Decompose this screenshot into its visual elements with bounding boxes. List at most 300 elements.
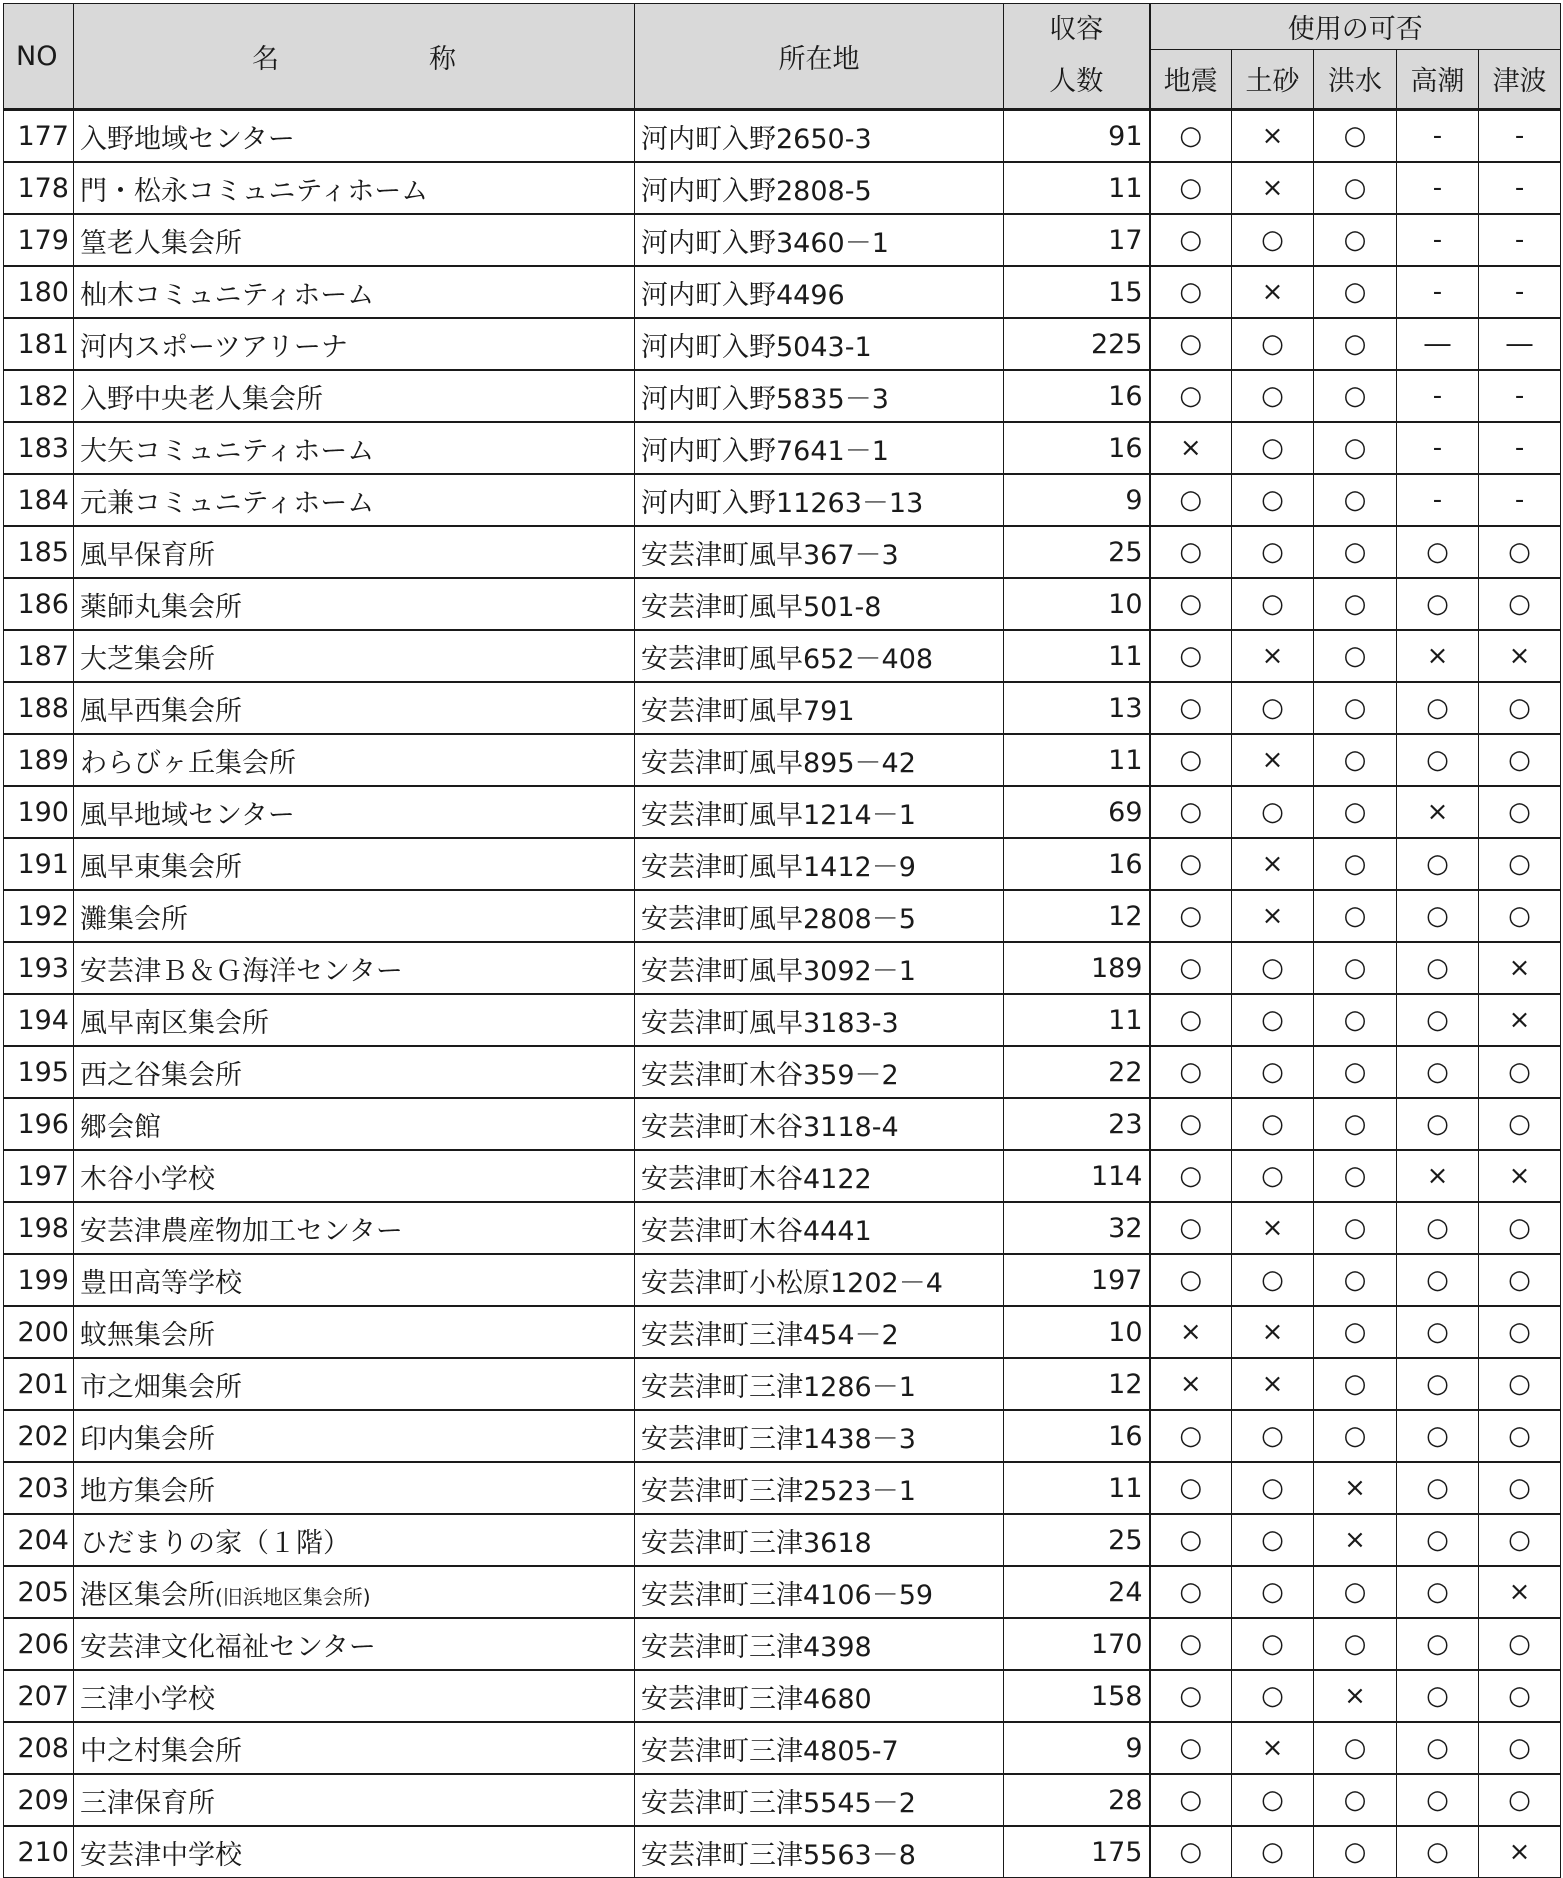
usage-storm-surge: ○: [1397, 1618, 1479, 1670]
facility-address: 安芸津町三津4398: [635, 1618, 1004, 1670]
usage-flood: ○: [1314, 1566, 1397, 1618]
usage-tsunami: ×: [1479, 942, 1561, 994]
facility-capacity: 16: [1004, 1410, 1150, 1462]
facility-capacity: 16: [1004, 370, 1150, 422]
row-number: 179: [4, 214, 74, 266]
usage-flood: ○: [1314, 1826, 1397, 1878]
facility-capacity: 197: [1004, 1254, 1150, 1306]
usage-storm-surge: ○: [1397, 942, 1479, 994]
table-row: [4, 630, 1561, 682]
row-number: 182: [4, 370, 74, 422]
facility-capacity: 23: [1004, 1098, 1150, 1150]
usage-flood: ○: [1314, 1150, 1397, 1202]
table-row: [4, 1566, 1561, 1618]
usage-flood: ○: [1314, 214, 1397, 266]
usage-tsunami: ×: [1479, 1566, 1561, 1618]
row-number: 188: [4, 682, 74, 734]
usage-storm-surge: ○: [1397, 1514, 1479, 1566]
usage-storm-surge: -: [1397, 422, 1479, 474]
usage-earthquake: ○: [1150, 994, 1232, 1046]
table-body: [4, 110, 1561, 1878]
usage-flood: ○: [1314, 1618, 1397, 1670]
facility-name-text: 安芸津文化福祉センター: [80, 1631, 376, 1663]
row-number: 207: [4, 1670, 74, 1722]
facility-name-text: 安芸津中学校: [80, 1839, 242, 1871]
usage-landslide: ○: [1232, 1046, 1314, 1098]
row-number: 209: [4, 1774, 74, 1826]
facility-capacity: 11: [1004, 994, 1150, 1046]
usage-storm-surge: ×: [1397, 786, 1479, 838]
facility-address: 安芸津町三津2523－1: [635, 1462, 1004, 1514]
usage-storm-surge: ×: [1397, 630, 1479, 682]
facility-name: [74, 734, 635, 786]
facility-name-text: 薬師丸集会所: [80, 591, 242, 623]
facility-name: [74, 1670, 635, 1722]
usage-landslide: ×: [1232, 1202, 1314, 1254]
usage-earthquake: ○: [1150, 1514, 1232, 1566]
usage-flood: ○: [1314, 1722, 1397, 1774]
usage-tsunami: -: [1479, 110, 1561, 163]
table-row: [4, 682, 1561, 734]
header-flood: 洪水: [1314, 49, 1397, 109]
usage-flood: ○: [1314, 1254, 1397, 1306]
facility-name: [74, 474, 635, 526]
usage-tsunami: ×: [1479, 1150, 1561, 1202]
usage-flood: ×: [1314, 1670, 1397, 1722]
usage-tsunami: ○: [1479, 1618, 1561, 1670]
usage-tsunami: ○: [1479, 1514, 1561, 1566]
usage-earthquake: ○: [1150, 474, 1232, 526]
facility-address: 安芸津町三津1438－3: [635, 1410, 1004, 1462]
facility-name-text: 風早東集会所: [80, 851, 242, 883]
usage-earthquake: ○: [1150, 1670, 1232, 1722]
usage-storm-surge: ○: [1397, 1306, 1479, 1358]
facility-capacity: 170: [1004, 1618, 1150, 1670]
usage-flood: ○: [1314, 526, 1397, 578]
header-capacity-line2: 人数: [1049, 66, 1104, 97]
facility-name: [74, 1410, 635, 1462]
facility-address: 安芸津町風早3183-3: [635, 994, 1004, 1046]
table-row: [4, 1826, 1561, 1878]
facility-capacity: 24: [1004, 1566, 1150, 1618]
usage-storm-surge: ○: [1397, 1098, 1479, 1150]
facility-name: [74, 890, 635, 942]
usage-flood: ○: [1314, 1046, 1397, 1098]
row-number: 195: [4, 1046, 74, 1098]
facility-name: [74, 1722, 635, 1774]
usage-flood: ○: [1314, 630, 1397, 682]
usage-tsunami: ×: [1479, 630, 1561, 682]
facility-name: [74, 786, 635, 838]
row-number: 198: [4, 1202, 74, 1254]
usage-storm-surge: ○: [1397, 526, 1479, 578]
row-number: 193: [4, 942, 74, 994]
facility-capacity: 28: [1004, 1774, 1150, 1826]
usage-tsunami: ○: [1479, 1410, 1561, 1462]
facility-name-text: 印内集会所: [80, 1423, 215, 1455]
facility-name: [74, 422, 635, 474]
usage-landslide: ○: [1232, 422, 1314, 474]
usage-tsunami: ○: [1479, 526, 1561, 578]
usage-earthquake: ○: [1150, 630, 1232, 682]
table-row: [4, 1722, 1561, 1774]
usage-storm-surge: -: [1397, 214, 1479, 266]
usage-tsunami: ○: [1479, 1306, 1561, 1358]
usage-tsunami: -: [1479, 474, 1561, 526]
usage-landslide: ×: [1232, 838, 1314, 890]
usage-flood: ○: [1314, 318, 1397, 370]
facility-capacity: 158: [1004, 1670, 1150, 1722]
facility-name-text: 地方集会所: [80, 1475, 215, 1507]
facility-name: [74, 162, 635, 214]
table-row: [4, 1150, 1561, 1202]
facility-address: 安芸津町三津5563－8: [635, 1826, 1004, 1878]
usage-earthquake: ○: [1150, 1098, 1232, 1150]
facility-capacity: 11: [1004, 630, 1150, 682]
row-number: 205: [4, 1566, 74, 1618]
usage-landslide: ○: [1232, 214, 1314, 266]
facility-capacity: 69: [1004, 786, 1150, 838]
facility-capacity: 11: [1004, 162, 1150, 214]
facility-name-text: 風早地域センター: [80, 799, 295, 831]
table-row: [4, 734, 1561, 786]
facility-name-text: 蚊無集会所: [80, 1319, 215, 1351]
usage-landslide: ×: [1232, 1722, 1314, 1774]
usage-landslide: ○: [1232, 994, 1314, 1046]
usage-landslide: ○: [1232, 786, 1314, 838]
table-row: [4, 214, 1561, 266]
facility-name: [74, 1098, 635, 1150]
facility-address: 安芸津町風早1214－1: [635, 786, 1004, 838]
facility-name-text: 元兼コミュニティホーム: [80, 487, 375, 519]
usage-storm-surge: ○: [1397, 1254, 1479, 1306]
usage-storm-surge: ○: [1397, 1462, 1479, 1514]
usage-storm-surge: ○: [1397, 1046, 1479, 1098]
usage-tsunami: ○: [1479, 838, 1561, 890]
usage-earthquake: ×: [1150, 422, 1232, 474]
facility-capacity: 32: [1004, 1202, 1150, 1254]
row-number: 202: [4, 1410, 74, 1462]
usage-earthquake: ○: [1150, 1462, 1232, 1514]
facility-address: 安芸津町風早501-8: [635, 578, 1004, 630]
facility-capacity: 11: [1004, 734, 1150, 786]
usage-landslide: ×: [1232, 1306, 1314, 1358]
usage-storm-surge: ○: [1397, 1774, 1479, 1826]
facility-address: 河内町入野11263－13: [635, 474, 1004, 526]
table-row: [4, 838, 1561, 890]
usage-earthquake: ○: [1150, 370, 1232, 422]
header-capacity: [1004, 4, 1150, 110]
row-number: 190: [4, 786, 74, 838]
facility-capacity: 10: [1004, 1306, 1150, 1358]
usage-earthquake: ○: [1150, 1566, 1232, 1618]
usage-landslide: ○: [1232, 1098, 1314, 1150]
facility-address: 安芸津町木谷4122: [635, 1150, 1004, 1202]
facility-name-text: 木谷小学校: [80, 1163, 215, 1195]
usage-flood: ○: [1314, 734, 1397, 786]
facility-name: [74, 682, 635, 734]
row-number: 204: [4, 1514, 74, 1566]
facility-address: 安芸津町小松原1202－4: [635, 1254, 1004, 1306]
usage-landslide: ×: [1232, 110, 1314, 163]
facility-address: 河内町入野4496: [635, 266, 1004, 318]
usage-tsunami: ○: [1479, 1462, 1561, 1514]
facility-capacity: 11: [1004, 1462, 1150, 1514]
usage-storm-surge: ○: [1397, 994, 1479, 1046]
facility-name-text: 中之村集会所: [80, 1735, 242, 1767]
row-number: 191: [4, 838, 74, 890]
facility-name: [74, 838, 635, 890]
usage-flood: ○: [1314, 838, 1397, 890]
table-row: [4, 942, 1561, 994]
facility-name: [74, 318, 635, 370]
row-number: 177: [4, 110, 74, 163]
table-row: [4, 1098, 1561, 1150]
table-header: [4, 4, 1561, 110]
usage-landslide: ×: [1232, 890, 1314, 942]
usage-landslide: ○: [1232, 1462, 1314, 1514]
row-number: 201: [4, 1358, 74, 1410]
facility-address: 安芸津町風早652－408: [635, 630, 1004, 682]
usage-flood: ○: [1314, 110, 1397, 163]
usage-storm-surge: ○: [1397, 682, 1479, 734]
usage-landslide: ×: [1232, 1358, 1314, 1410]
facility-name: [74, 1826, 635, 1878]
usage-storm-surge: ―: [1397, 318, 1479, 370]
facility-capacity: 114: [1004, 1150, 1150, 1202]
facility-capacity: 225: [1004, 318, 1150, 370]
facility-capacity: 12: [1004, 890, 1150, 942]
facility-name-text: 豊田高等学校: [80, 1267, 242, 1299]
table-row: [4, 578, 1561, 630]
usage-storm-surge: ○: [1397, 578, 1479, 630]
usage-earthquake: ○: [1150, 1254, 1232, 1306]
usage-tsunami: ○: [1479, 734, 1561, 786]
usage-landslide: ○: [1232, 1670, 1314, 1722]
facility-name: [74, 1514, 635, 1566]
usage-earthquake: ○: [1150, 1774, 1232, 1826]
usage-landslide: ○: [1232, 370, 1314, 422]
usage-storm-surge: ○: [1397, 734, 1479, 786]
usage-tsunami: ―: [1479, 318, 1561, 370]
facility-name-text: 灘集会所: [80, 903, 188, 935]
usage-flood: ×: [1314, 1514, 1397, 1566]
usage-flood: ○: [1314, 266, 1397, 318]
facility-address: 河内町入野3460－1: [635, 214, 1004, 266]
facility-name-text: 安芸津Ｂ＆Ｇ海洋センター: [80, 955, 403, 987]
facility-address: 安芸津町木谷4441: [635, 1202, 1004, 1254]
header-earthquake: 地震: [1150, 49, 1232, 109]
usage-earthquake: ○: [1150, 110, 1232, 163]
facility-name-text: 大矢コミュニティホーム: [80, 435, 375, 467]
facility-capacity: 9: [1004, 1722, 1150, 1774]
facility-name-text: 三津小学校: [80, 1683, 215, 1715]
facility-address: 安芸津町三津4805-7: [635, 1722, 1004, 1774]
facility-name-text: 風早南区集会所: [80, 1007, 269, 1039]
usage-flood: ○: [1314, 786, 1397, 838]
row-number: 208: [4, 1722, 74, 1774]
table-row: [4, 162, 1561, 214]
table-row: [4, 110, 1561, 163]
header-usage: 使用の可否: [1150, 4, 1561, 50]
row-number: 185: [4, 526, 74, 578]
facility-name: [74, 1046, 635, 1098]
usage-landslide: ○: [1232, 1774, 1314, 1826]
usage-earthquake: ○: [1150, 526, 1232, 578]
row-number: 203: [4, 1462, 74, 1514]
usage-storm-surge: ○: [1397, 1566, 1479, 1618]
header-name-a: 名: [252, 43, 279, 75]
facility-address: 安芸津町風早895－42: [635, 734, 1004, 786]
usage-earthquake: ○: [1150, 318, 1232, 370]
facility-name-text: 市之畑集会所: [80, 1371, 242, 1403]
usage-storm-surge: ○: [1397, 1722, 1479, 1774]
table-row: [4, 1410, 1561, 1462]
usage-flood: ○: [1314, 1202, 1397, 1254]
usage-storm-surge: ○: [1397, 1826, 1479, 1878]
usage-storm-surge: ○: [1397, 1358, 1479, 1410]
header-storm-surge: 高潮: [1397, 49, 1479, 109]
usage-earthquake: ○: [1150, 1722, 1232, 1774]
usage-landslide: ○: [1232, 318, 1314, 370]
table-row: [4, 1670, 1561, 1722]
usage-earthquake: ○: [1150, 578, 1232, 630]
usage-landslide: ×: [1232, 162, 1314, 214]
usage-flood: ○: [1314, 578, 1397, 630]
facility-capacity: 189: [1004, 942, 1150, 994]
usage-flood: ○: [1314, 1098, 1397, 1150]
facility-name: [74, 266, 635, 318]
header-landslide: 土砂: [1232, 49, 1314, 109]
row-number: 206: [4, 1618, 74, 1670]
usage-flood: ○: [1314, 162, 1397, 214]
usage-earthquake: ○: [1150, 890, 1232, 942]
table-row: [4, 1358, 1561, 1410]
usage-flood: ○: [1314, 994, 1397, 1046]
facility-capacity: 13: [1004, 682, 1150, 734]
facility-name-text: 門・松永コミュニティホーム: [80, 175, 429, 207]
facility-name: [74, 1358, 635, 1410]
facility-address: 安芸津町木谷359－2: [635, 1046, 1004, 1098]
row-number: 197: [4, 1150, 74, 1202]
usage-tsunami: ×: [1479, 994, 1561, 1046]
facility-name: [74, 1150, 635, 1202]
usage-earthquake: ○: [1150, 1150, 1232, 1202]
usage-earthquake: ○: [1150, 942, 1232, 994]
facility-capacity: 16: [1004, 838, 1150, 890]
usage-tsunami: -: [1479, 214, 1561, 266]
table-row: [4, 474, 1561, 526]
facility-address: 安芸津町三津454－2: [635, 1306, 1004, 1358]
usage-landslide: ○: [1232, 1410, 1314, 1462]
table-row: [4, 1514, 1561, 1566]
usage-landslide: ○: [1232, 1618, 1314, 1670]
row-number: 194: [4, 994, 74, 1046]
table-row: [4, 1202, 1561, 1254]
usage-flood: ×: [1314, 1462, 1397, 1514]
row-number: 199: [4, 1254, 74, 1306]
usage-storm-surge: -: [1397, 162, 1479, 214]
usage-flood: ○: [1314, 1306, 1397, 1358]
usage-tsunami: ○: [1479, 1046, 1561, 1098]
facility-address: 安芸津町三津3618: [635, 1514, 1004, 1566]
facility-address: 河内町入野5835－3: [635, 370, 1004, 422]
row-number: 187: [4, 630, 74, 682]
facility-name-text: 西之谷集会所: [80, 1059, 242, 1091]
row-number: 180: [4, 266, 74, 318]
usage-flood: ○: [1314, 1774, 1397, 1826]
table-row: [4, 994, 1561, 1046]
usage-landslide: ○: [1232, 474, 1314, 526]
usage-landslide: ×: [1232, 734, 1314, 786]
table-row: [4, 526, 1561, 578]
usage-earthquake: ○: [1150, 1410, 1232, 1462]
facility-name-text: 杣木コミュニティホーム: [80, 279, 375, 311]
usage-earthquake: ○: [1150, 838, 1232, 890]
facility-address: 河内町入野5043-1: [635, 318, 1004, 370]
usage-tsunami: ×: [1479, 1826, 1561, 1878]
facility-capacity: 22: [1004, 1046, 1150, 1098]
usage-landslide: ×: [1232, 266, 1314, 318]
header-tsunami: 津波: [1479, 49, 1561, 109]
facility-name: [74, 370, 635, 422]
usage-flood: ○: [1314, 890, 1397, 942]
usage-tsunami: -: [1479, 422, 1561, 474]
facility-name-text: 篁老人集会所: [80, 227, 242, 259]
shelter-table: [3, 3, 1561, 1878]
table-row: [4, 1306, 1561, 1358]
facility-name: [74, 1566, 635, 1618]
usage-storm-surge: -: [1397, 266, 1479, 318]
header-no: NO: [4, 4, 74, 110]
facility-name: [74, 1462, 635, 1514]
table-row: [4, 1046, 1561, 1098]
usage-tsunami: ○: [1479, 682, 1561, 734]
facility-name: [74, 110, 635, 163]
usage-storm-surge: ○: [1397, 1202, 1479, 1254]
facility-address: 安芸津町三津4106－59: [635, 1566, 1004, 1618]
facility-address: 安芸津町風早3092－1: [635, 942, 1004, 994]
facility-name: [74, 526, 635, 578]
facility-address: 安芸津町風早2808－5: [635, 890, 1004, 942]
facility-name: [74, 1774, 635, 1826]
usage-earthquake: ○: [1150, 1618, 1232, 1670]
facility-name-text: 河内スポーツアリーナ: [80, 331, 348, 363]
usage-landslide: ○: [1232, 578, 1314, 630]
facility-name-text: わらびヶ丘集会所: [80, 747, 296, 779]
row-number: 196: [4, 1098, 74, 1150]
facility-name-text: 港区集会所: [80, 1579, 215, 1611]
usage-flood: ○: [1314, 682, 1397, 734]
usage-storm-surge: ○: [1397, 890, 1479, 942]
usage-landslide: ○: [1232, 942, 1314, 994]
usage-tsunami: ○: [1479, 1722, 1561, 1774]
facility-name-text: 入野中央老人集会所: [80, 383, 323, 415]
table-row: [4, 1618, 1561, 1670]
usage-earthquake: ×: [1150, 1358, 1232, 1410]
usage-earthquake: ○: [1150, 734, 1232, 786]
usage-tsunami: ○: [1479, 1358, 1561, 1410]
facility-capacity: 16: [1004, 422, 1150, 474]
facility-address: 安芸津町三津4680: [635, 1670, 1004, 1722]
table-row: [4, 422, 1561, 474]
facility-address: 安芸津町風早1412－9: [635, 838, 1004, 890]
usage-earthquake: ○: [1150, 266, 1232, 318]
facility-capacity: 91: [1004, 110, 1150, 163]
facility-name: [74, 1254, 635, 1306]
facility-capacity: 25: [1004, 526, 1150, 578]
facility-capacity: 10: [1004, 578, 1150, 630]
